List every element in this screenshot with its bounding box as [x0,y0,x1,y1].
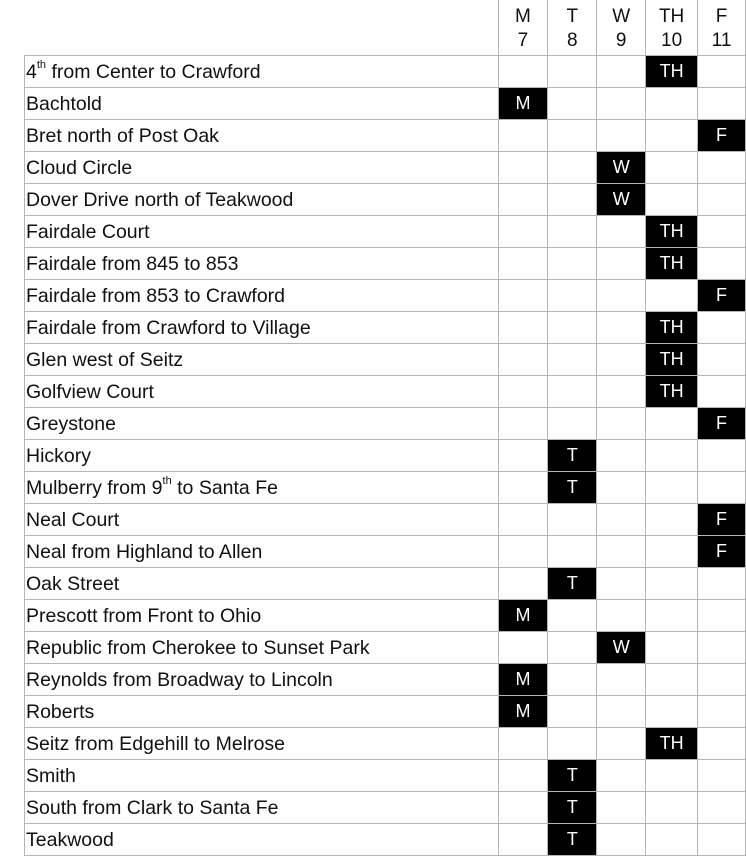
day-cell [498,408,548,440]
day-cell [498,120,548,152]
day-cell [597,440,646,472]
day-cell [498,344,548,376]
day-cell [698,184,746,216]
day-cell [498,312,548,344]
street-name: Fairdale from 853 to Crawford [25,280,499,312]
scheduled-day-cell: T [548,792,597,824]
day-cell [498,504,548,536]
header-day-thursday: TH 10 [646,0,698,56]
street-name: Glen west of Seitz [25,344,499,376]
street-name: Republic from Cherokee to Sunset Park [25,632,499,664]
day-cell [646,696,698,728]
day-cell [597,216,646,248]
scheduled-day-cell: T [548,472,597,504]
day-cell [548,88,597,120]
day-cell [698,824,746,856]
day-cell [646,504,698,536]
day-cell [498,152,548,184]
table-row [25,568,746,600]
day-cell [548,632,597,664]
day-cell [597,824,646,856]
scheduled-day-cell: TH [646,216,698,248]
street-name: Greystone [25,408,499,440]
table-row [25,792,746,824]
day-cell [597,312,646,344]
scheduled-day-cell: F [698,408,746,440]
day-cell [698,152,746,184]
day-cell [698,88,746,120]
day-cell [698,472,746,504]
day-cell [698,312,746,344]
day-cell [597,504,646,536]
street-name: Prescott from Front to Ohio [25,600,499,632]
street-name: Cloud Circle [25,152,499,184]
day-cell [698,792,746,824]
day-cell [646,408,698,440]
day-cell [597,88,646,120]
day-cell [498,376,548,408]
scheduled-day-cell: T [548,568,597,600]
day-cell [597,600,646,632]
day-cell [548,216,597,248]
street-name: Hickory [25,440,499,472]
day-cell [597,536,646,568]
table-row [25,248,746,280]
table-row [25,472,746,504]
table-row [25,152,746,184]
street-name: Seitz from Edgehill to Melrose [25,728,499,760]
day-cell [698,568,746,600]
day-cell [597,792,646,824]
day-cell [548,728,597,760]
table-row [25,120,746,152]
scheduled-day-cell: W [597,152,646,184]
day-cell [698,248,746,280]
day-cell [498,280,548,312]
day-cell [548,56,597,88]
day-cell [698,728,746,760]
header-day-friday: F 11 [698,0,746,56]
day-cell [548,504,597,536]
day-cell [698,664,746,696]
day-cell [646,120,698,152]
day-cell [597,120,646,152]
table-row [25,600,746,632]
table-row [25,536,746,568]
street-name: Mulberry from 9th to Santa Fe [25,472,499,504]
day-cell [498,184,548,216]
scheduled-day-cell: TH [646,56,698,88]
day-cell [548,664,597,696]
day-cell [548,184,597,216]
header-blank [25,0,499,56]
scheduled-day-cell: F [698,504,746,536]
day-cell [548,280,597,312]
day-cell [646,88,698,120]
table-row [25,632,746,664]
table-row [25,440,746,472]
day-cell [498,248,548,280]
day-cell [698,632,746,664]
header-day-tuesday: T 8 [548,0,597,56]
table-row [25,664,746,696]
day-cell [698,696,746,728]
day-cell [646,632,698,664]
day-cell [597,248,646,280]
scheduled-day-cell: TH [646,376,698,408]
day-cell [498,824,548,856]
day-cell [698,344,746,376]
header-day-wednesday: W 9 [597,0,646,56]
day-cell [498,728,548,760]
day-cell [646,600,698,632]
day-cell [498,56,548,88]
day-cell [498,792,548,824]
day-cell [498,216,548,248]
street-name: Neal Court [25,504,499,536]
day-cell [498,536,548,568]
street-name: Fairdale from Crawford to Village [25,312,499,344]
day-cell [646,184,698,216]
day-cell [548,248,597,280]
table-row [25,376,746,408]
day-cell [646,472,698,504]
street-name: Bachtold [25,88,499,120]
street-name: Roberts [25,696,499,728]
day-cell [646,280,698,312]
day-cell [498,472,548,504]
table-row [25,280,746,312]
street-schedule-table [24,0,746,856]
day-cell [646,568,698,600]
day-cell [698,376,746,408]
street-name: Smith [25,760,499,792]
table-row [25,728,746,760]
day-cell [597,56,646,88]
street-name: 4th from Center to Crawford [25,56,499,88]
table-row [25,344,746,376]
street-name: Neal from Highland to Allen [25,536,499,568]
scheduled-day-cell: TH [646,312,698,344]
day-cell [698,600,746,632]
street-name: Fairdale from 845 to 853 [25,248,499,280]
day-cell [498,440,548,472]
scheduled-day-cell: M [498,664,548,696]
scheduled-day-cell: F [698,536,746,568]
header-row [25,0,746,56]
scheduled-day-cell: T [548,824,597,856]
day-cell [597,728,646,760]
day-cell [698,440,746,472]
day-cell [646,792,698,824]
day-cell [597,568,646,600]
street-name: Golfview Court [25,376,499,408]
day-cell [597,760,646,792]
day-cell [597,696,646,728]
day-cell [698,760,746,792]
scheduled-day-cell: TH [646,728,698,760]
day-cell [597,344,646,376]
day-cell [548,120,597,152]
table-row [25,696,746,728]
street-name: Reynolds from Broadway to Lincoln [25,664,499,696]
street-name: Bret north of Post Oak [25,120,499,152]
day-cell [646,760,698,792]
table-row [25,504,746,536]
schedule-body [25,56,746,856]
header-day-monday: M 7 [498,0,548,56]
day-cell [548,344,597,376]
day-cell [498,760,548,792]
day-cell [498,568,548,600]
table-row [25,56,746,88]
table-row [25,184,746,216]
day-cell [597,408,646,440]
street-name: Dover Drive north of Teakwood [25,184,499,216]
table-row [25,408,746,440]
day-cell [548,600,597,632]
table-row [25,88,746,120]
day-cell [597,376,646,408]
day-cell [646,536,698,568]
scheduled-day-cell: M [498,88,548,120]
scheduled-day-cell: F [698,280,746,312]
street-name: South from Clark to Santa Fe [25,792,499,824]
day-cell [597,664,646,696]
scheduled-day-cell: M [498,696,548,728]
table-row [25,312,746,344]
street-name: Fairdale Court [25,216,499,248]
day-cell [698,216,746,248]
day-cell [548,536,597,568]
street-name: Teakwood [25,824,499,856]
table-row [25,760,746,792]
day-cell [597,280,646,312]
scheduled-day-cell: W [597,184,646,216]
day-cell [548,312,597,344]
scheduled-day-cell: F [698,120,746,152]
day-cell [646,152,698,184]
table-row [25,216,746,248]
scheduled-day-cell: T [548,760,597,792]
scheduled-day-cell: TH [646,248,698,280]
table-row [25,824,746,856]
day-cell [646,664,698,696]
day-cell [597,472,646,504]
scheduled-day-cell: M [498,600,548,632]
day-cell [698,56,746,88]
day-cell [548,408,597,440]
scheduled-day-cell: TH [646,344,698,376]
day-cell [646,440,698,472]
day-cell [498,632,548,664]
day-cell [548,376,597,408]
day-cell [646,824,698,856]
day-cell [548,696,597,728]
scheduled-day-cell: W [597,632,646,664]
day-cell [548,152,597,184]
scheduled-day-cell: T [548,440,597,472]
street-name: Oak Street [25,568,499,600]
